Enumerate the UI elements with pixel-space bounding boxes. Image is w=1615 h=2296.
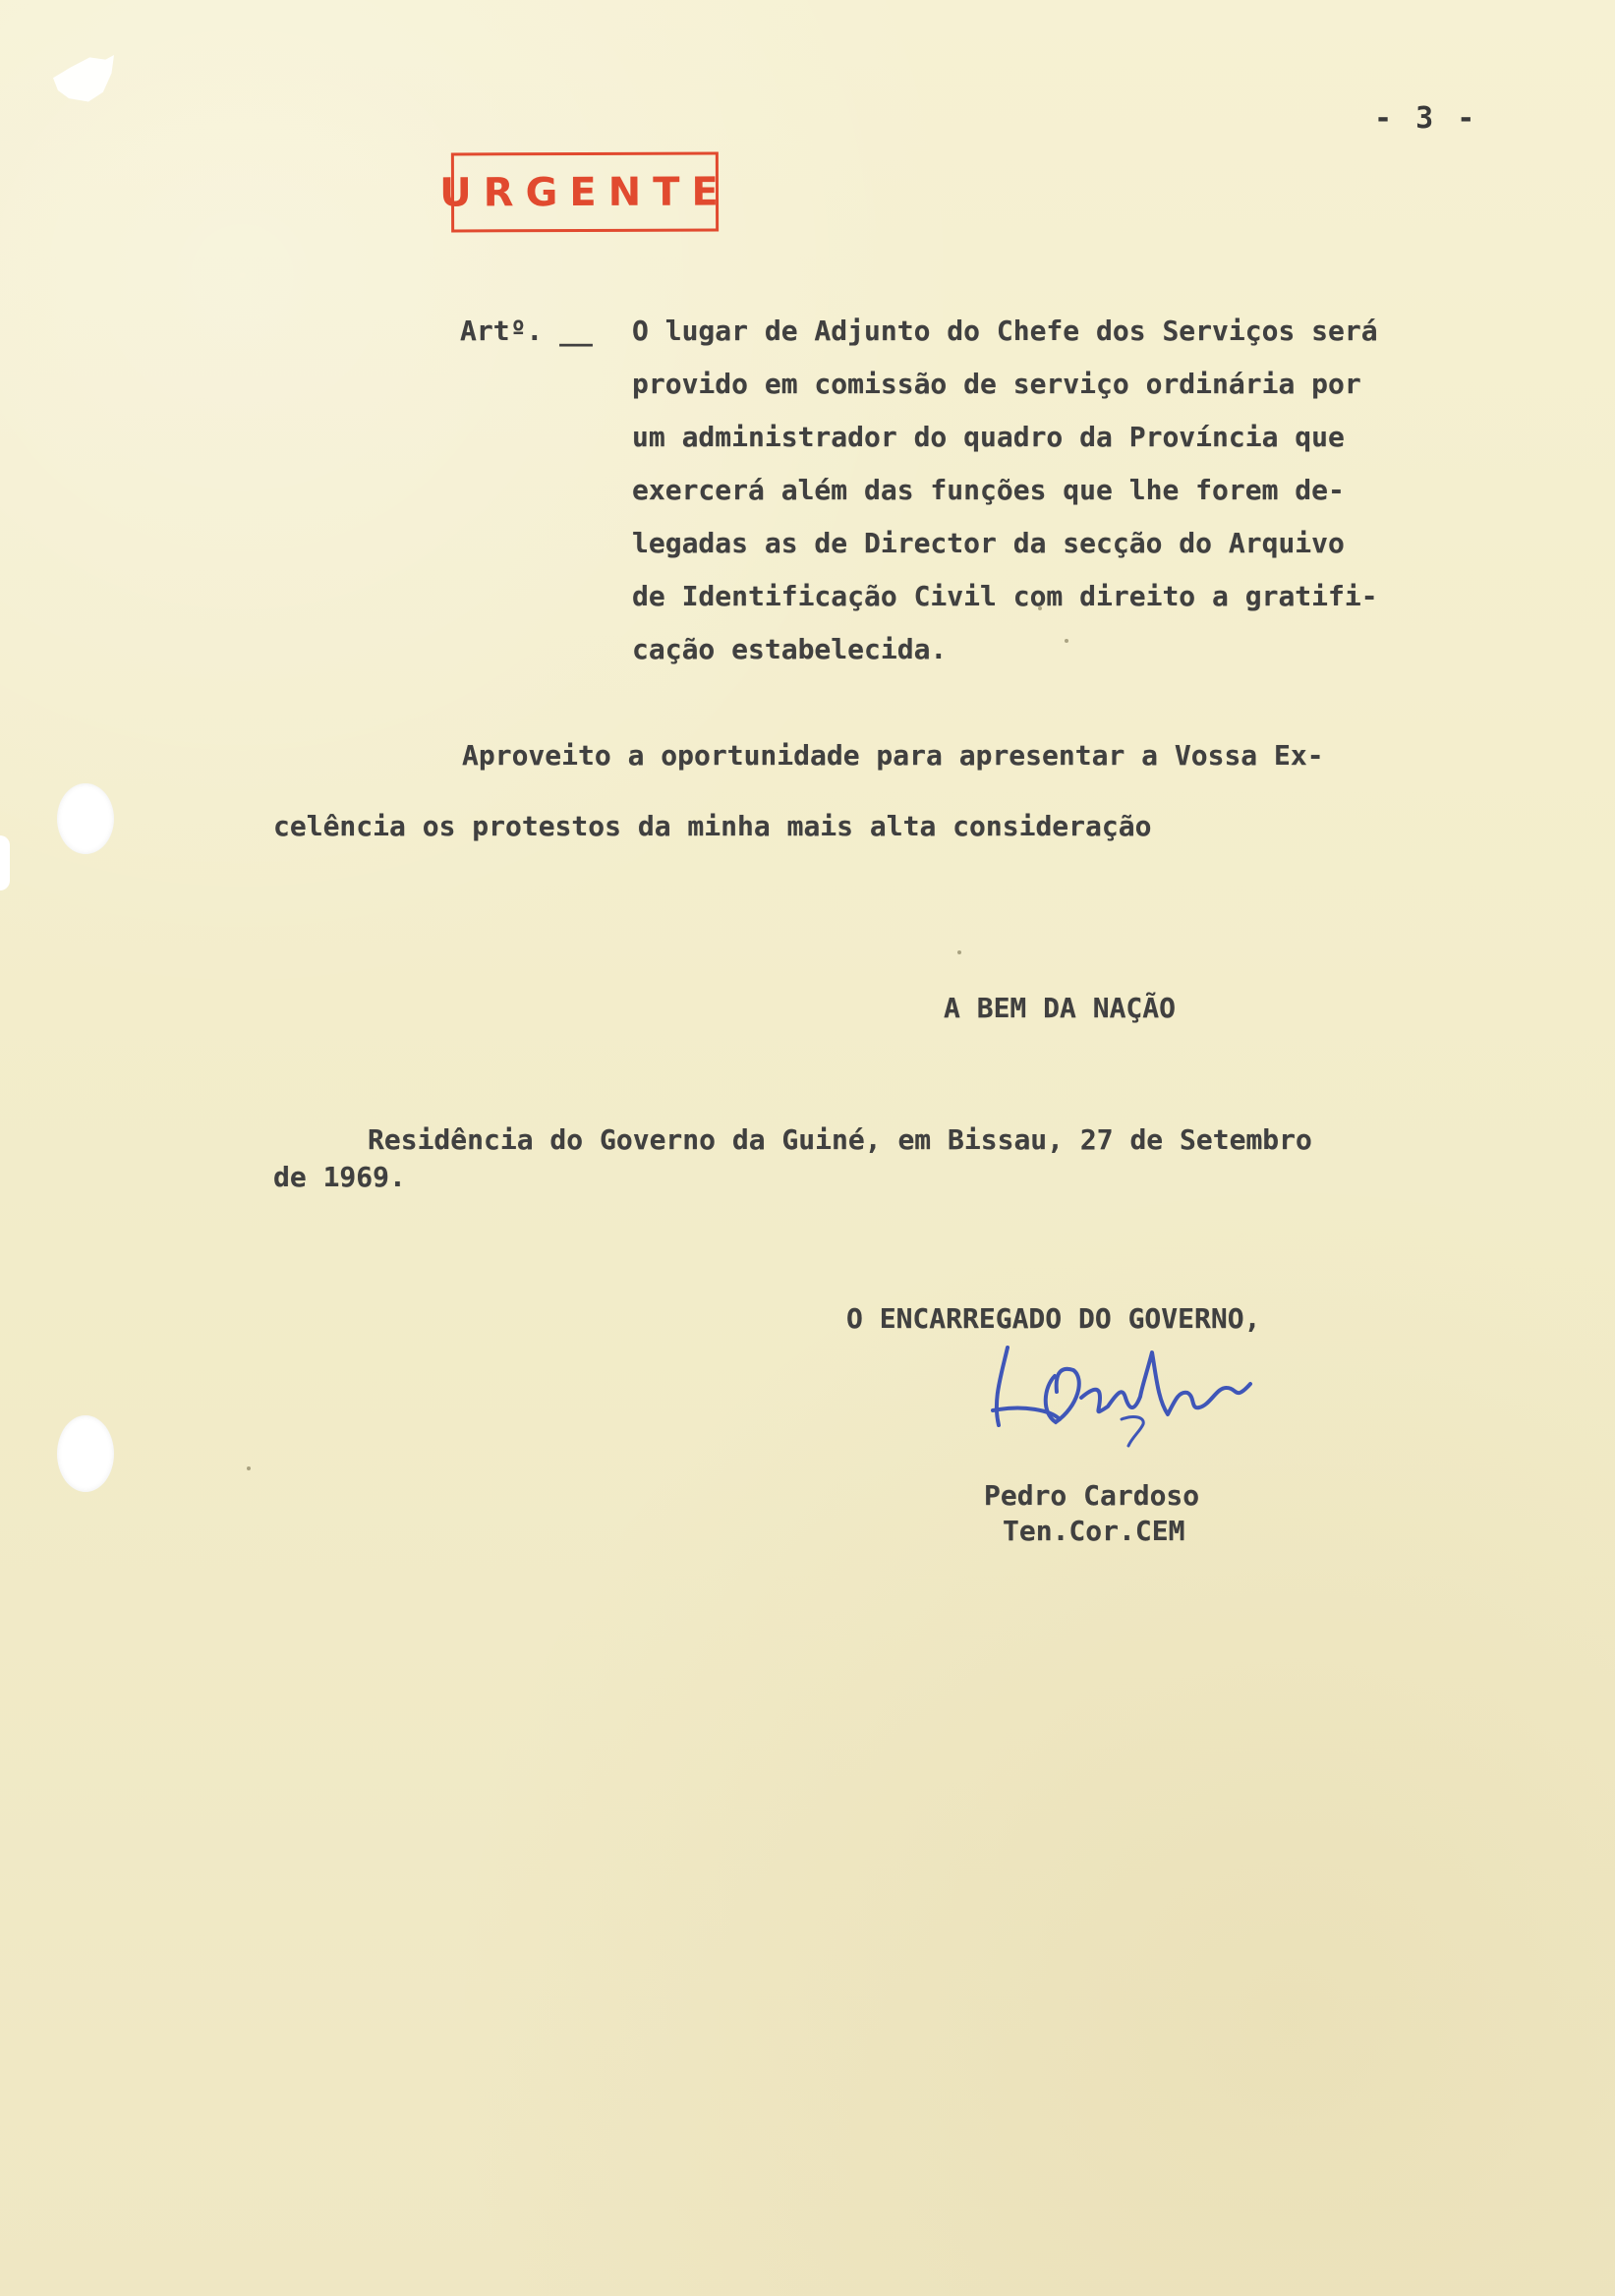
article-line: O lugar de Adjunto do Chefe dos Serviços será bbox=[632, 315, 1378, 347]
intro-line: celência os protestos da minha mais alta consideração bbox=[273, 810, 1152, 842]
urgent-stamp: URGENTE bbox=[451, 152, 719, 233]
torn-corner bbox=[53, 55, 114, 112]
article-line: de Identificação Civil com direito a gratifi- bbox=[632, 580, 1378, 612]
punched-hole-bottom bbox=[57, 1415, 114, 1492]
intro-paragraph bbox=[273, 720, 1324, 862]
residence-line: Residência do Governo da Guiné, em Bissau, 27 de Setembro bbox=[368, 1123, 1312, 1156]
article-line: um administrador do quadro da Província que bbox=[632, 421, 1345, 453]
handwritten-signature bbox=[985, 1330, 1280, 1487]
office-title: O ENCARREGADO DO GOVERNO, bbox=[846, 1302, 1261, 1335]
article-label: Artº. __ bbox=[460, 315, 593, 347]
article-line: provido em comissão de serviço ordinária por bbox=[632, 368, 1361, 400]
intro-line: Aproveito a oportunidade para apresentar a Vossa Ex- bbox=[462, 739, 1324, 772]
closing-formula: A BEM DA NAÇÃO bbox=[944, 992, 1177, 1024]
signatory-name: Pedro Cardoso bbox=[984, 1479, 1200, 1512]
paper-speck bbox=[247, 1466, 251, 1470]
paper-speck bbox=[1065, 639, 1068, 643]
article-line: exercerá além das funções que lhe forem de- bbox=[632, 474, 1345, 506]
residence-line: de 1969. bbox=[273, 1161, 406, 1193]
article-line: cação estabelecida. bbox=[632, 633, 948, 665]
paper-speck bbox=[1038, 606, 1042, 610]
paper-edge-notch bbox=[0, 835, 10, 890]
page-number: - 3 - bbox=[1374, 101, 1478, 136]
article-text bbox=[632, 305, 1378, 676]
paper-speck bbox=[957, 950, 961, 954]
signatory-rank: Ten.Cor.CEM bbox=[1003, 1515, 1185, 1547]
punched-hole-top bbox=[57, 783, 114, 854]
residence-date-line bbox=[273, 1121, 1312, 1196]
article-line: legadas as de Director da secção do Arquivo bbox=[632, 527, 1345, 559]
